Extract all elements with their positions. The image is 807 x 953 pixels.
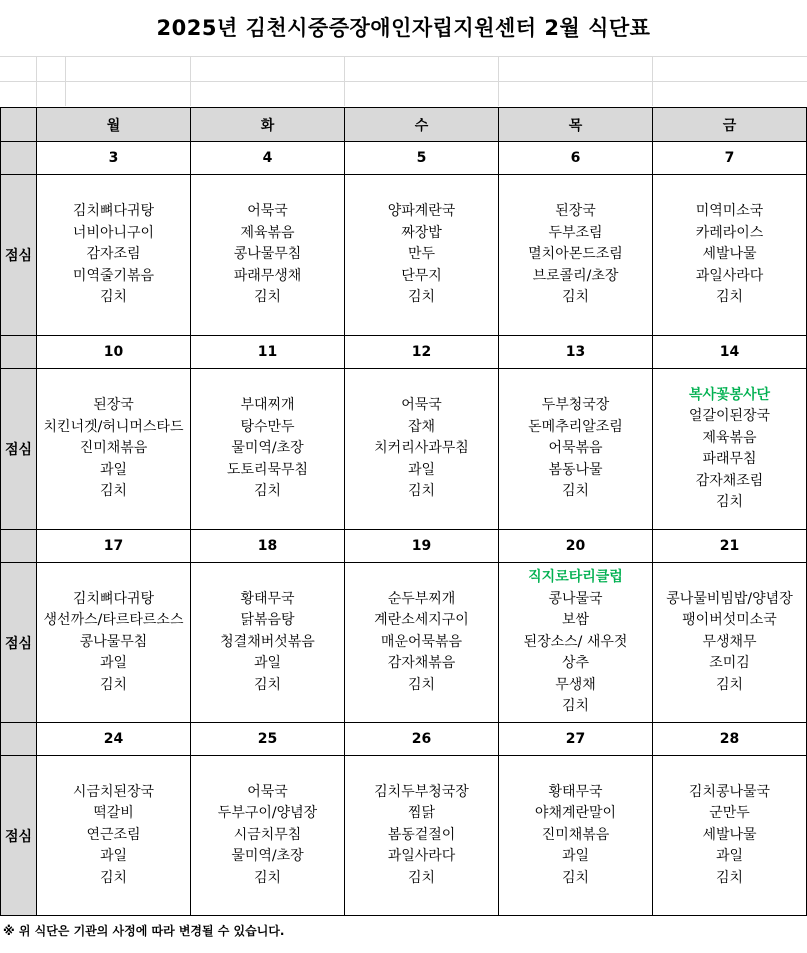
menu-item: 잡채	[407, 418, 436, 435]
menu-cell	[191, 369, 345, 530]
menu-item: 진미채볶음	[541, 826, 610, 843]
menu-item: 봄동나물	[548, 461, 603, 478]
menu-item: 된장국	[555, 203, 596, 220]
menu-cell	[37, 563, 191, 723]
menu-item: 된장국	[93, 397, 134, 414]
menu-item: 김치두부청국장	[374, 783, 469, 800]
menu-item: 김치	[407, 289, 436, 306]
menu-item: 미역미소국	[695, 203, 764, 220]
volunteer-group-label: 복사꽃봉사단	[688, 386, 771, 403]
menu-item: 김치	[253, 483, 282, 500]
menu-item: 만두	[407, 246, 436, 263]
menu-item: 콩나물국	[548, 590, 603, 607]
menu-item: 황태무국	[548, 783, 603, 800]
menu-item: 과일	[253, 655, 282, 672]
menu-cell	[37, 369, 191, 530]
menu-item: 과일	[407, 461, 436, 478]
menu-item: 김치	[715, 869, 744, 886]
menu-item: 닭볶음탕	[240, 612, 295, 629]
menu-cell	[191, 563, 345, 723]
menu-item: 시금치된장국	[72, 783, 155, 800]
date-cell: 12	[345, 336, 499, 369]
date-cell: 14	[653, 336, 807, 369]
menu-item: 치킨너겟/허니머스타드	[43, 418, 184, 435]
menu-item: 김치	[99, 676, 128, 693]
menu-item: 과일	[99, 848, 128, 865]
menu-item: 김치	[253, 676, 282, 693]
menu-item: 김치	[99, 289, 128, 306]
menu-item: 세발나물	[702, 246, 757, 263]
date-row	[1, 530, 807, 563]
menu-item: 김치콩나물국	[688, 783, 771, 800]
date-cell: 18	[191, 530, 345, 563]
menu-item: 콩나물비빔밥/양념장	[666, 590, 793, 607]
menu-item: 야채계란말이	[534, 805, 617, 822]
menu-item: 두부구이/양념장	[217, 805, 318, 822]
sheet-gridline	[65, 56, 66, 106]
menu-item: 카레라이스	[695, 224, 764, 241]
menu-item: 과일사라다	[387, 848, 456, 865]
menu-item: 탕수만두	[240, 418, 295, 435]
weekday-header: 월	[37, 108, 191, 142]
date-cell: 10	[37, 336, 191, 369]
menu-item: 김치	[253, 869, 282, 886]
menu-item: 무생채무	[702, 633, 757, 650]
menu-item: 팽이버섯미소국	[682, 612, 777, 629]
menu-item: 봄동겉절이	[387, 826, 456, 843]
weekday-header: 수	[345, 108, 499, 142]
menu-item: 멸치아몬드조림	[528, 246, 623, 263]
menu-item: 김치	[715, 676, 744, 693]
menu-item: 양파계란국	[387, 203, 456, 220]
menu-item: 브로콜리/초장	[532, 267, 619, 284]
menu-item: 치커리사과무침	[374, 440, 469, 457]
sheet-gridline	[0, 56, 807, 57]
page-title: 2025년 김천시중증장애인자립지원센터 2월 식단표	[156, 16, 651, 40]
meal-label: 점심	[1, 369, 37, 530]
menu-item: 진미채볶음	[79, 440, 148, 457]
sheet-gridline	[36, 56, 37, 106]
menu-item: 미역줄기볶음	[72, 267, 155, 284]
menu-item: 어묵볶음	[548, 440, 603, 457]
sheet-gridline	[344, 56, 345, 106]
menu-item: 과일	[561, 848, 590, 865]
menu-item: 어묵국	[247, 783, 288, 800]
date-cell: 21	[653, 530, 807, 563]
lunch-row	[1, 175, 807, 336]
menu-item: 무생채	[555, 676, 596, 693]
menu-item: 시금치무침	[233, 826, 302, 843]
date-cell: 25	[191, 723, 345, 756]
menu-item: 부대찌개	[240, 397, 295, 414]
menu-item: 김치	[561, 483, 590, 500]
menu-item: 과일	[99, 655, 128, 672]
menu-item: 된장소스/ 새우젓	[523, 633, 628, 650]
date-cell: 24	[37, 723, 191, 756]
menu-item: 파래무생채	[233, 267, 302, 284]
date-cell: 17	[37, 530, 191, 563]
menu-item: 김치뼈다귀탕	[72, 590, 155, 607]
menu-item: 감자채조림	[695, 472, 764, 489]
label-blank-cell	[1, 336, 37, 369]
menu-item: 김치	[253, 289, 282, 306]
menu-item: 김치	[715, 494, 744, 510]
menu-item: 돈메추리알조림	[528, 418, 623, 435]
menu-item: 제육볶음	[702, 429, 757, 446]
menu-cell	[345, 756, 499, 916]
menu-item: 김치	[561, 698, 590, 715]
menu-cell	[37, 175, 191, 336]
menu-item: 떡갈비	[93, 805, 134, 822]
menu-item: 김치	[561, 289, 590, 306]
menu-item: 김치뼈다귀탕	[72, 203, 155, 220]
menu-item: 과일	[715, 848, 744, 865]
menu-item: 감자조림	[86, 246, 141, 263]
menu-item: 연근조림	[86, 826, 141, 843]
footnote: ※ 위 식단은 기관의 사정에 따라 변경될 수 있습니다.	[3, 924, 285, 938]
menu-item: 두부청국장	[541, 397, 610, 414]
menu-item: 찜닭	[407, 805, 436, 822]
menu-item: 보쌈	[561, 612, 590, 629]
weekday-header: 화	[191, 108, 345, 142]
menu-item: 과일	[99, 461, 128, 478]
menu-item: 상추	[561, 655, 590, 672]
date-cell: 4	[191, 142, 345, 175]
label-blank-cell	[1, 142, 37, 175]
menu-item: 도토리묵무침	[226, 461, 309, 478]
menu-item: 두부조림	[548, 224, 603, 241]
menu-item: 세발나물	[702, 826, 757, 843]
menu-item: 너비아니구이	[72, 224, 155, 241]
menu-item: 감자채볶음	[387, 655, 456, 672]
date-cell: 5	[345, 142, 499, 175]
label-blank-cell	[1, 530, 37, 563]
date-cell: 6	[499, 142, 653, 175]
menu-item: 김치	[715, 289, 744, 306]
menu-item: 김치	[99, 483, 128, 500]
menu-cell	[345, 369, 499, 530]
date-cell: 13	[499, 336, 653, 369]
date-row	[1, 336, 807, 369]
date-cell: 28	[653, 723, 807, 756]
meal-plan-table	[0, 107, 807, 916]
meal-label: 점심	[1, 563, 37, 723]
date-cell: 7	[653, 142, 807, 175]
sheet-gridline	[0, 81, 807, 82]
date-cell: 3	[37, 142, 191, 175]
menu-item: 파래무침	[702, 451, 757, 467]
menu-item: 콩나물무침	[233, 246, 302, 263]
menu-cell	[345, 175, 499, 336]
menu-item: 어묵국	[401, 397, 442, 414]
lunch-row	[1, 563, 807, 723]
date-row	[1, 142, 807, 175]
label-blank-cell	[1, 723, 37, 756]
menu-cell	[653, 563, 807, 723]
menu-cell	[191, 756, 345, 916]
menu-item: 조미김	[709, 655, 750, 672]
menu-item: 단무지	[401, 267, 442, 284]
lunch-row	[1, 756, 807, 916]
menu-item: 순두부찌개	[387, 590, 456, 607]
lunch-row	[1, 369, 807, 530]
weekday-header: 목	[499, 108, 653, 142]
menu-item: 김치	[407, 676, 436, 693]
menu-item: 청결채버섯볶음	[220, 633, 315, 650]
sheet-gridline	[190, 56, 191, 106]
meal-label: 점심	[1, 175, 37, 336]
date-cell: 11	[191, 336, 345, 369]
menu-cell	[653, 369, 807, 530]
menu-cell	[653, 756, 807, 916]
date-row	[1, 723, 807, 756]
menu-item: 생선까스/타르타르소스	[43, 612, 184, 629]
menu-item: 과일사라다	[695, 267, 764, 284]
sheet-gridline	[652, 56, 653, 106]
menu-cell	[499, 175, 653, 336]
menu-cell	[499, 756, 653, 916]
menu-item: 김치	[407, 483, 436, 500]
menu-cell	[499, 563, 653, 723]
date-cell: 27	[499, 723, 653, 756]
menu-item: 김치	[561, 869, 590, 886]
date-cell: 19	[345, 530, 499, 563]
menu-item: 짜장밥	[401, 224, 442, 241]
menu-cell	[191, 175, 345, 336]
menu-item: 김치	[99, 869, 128, 886]
date-cell: 20	[499, 530, 653, 563]
weekday-header: 금	[653, 108, 807, 142]
sheet-gridline	[498, 56, 499, 106]
menu-item: 물미역/초장	[231, 848, 304, 865]
menu-item: 군만두	[709, 805, 750, 822]
menu-item: 매운어묵볶음	[380, 633, 463, 650]
meal-label: 점심	[1, 756, 37, 916]
menu-item: 얼갈이된장국	[688, 408, 771, 424]
menu-item: 황태무국	[240, 590, 295, 607]
menu-item: 계란소세지구이	[374, 612, 469, 629]
volunteer-group-label: 직지로타리클럽	[528, 569, 623, 586]
menu-item: 제육볶음	[240, 224, 295, 241]
menu-item: 어묵국	[247, 203, 288, 220]
header-corner	[1, 108, 37, 142]
date-cell: 26	[345, 723, 499, 756]
menu-cell	[37, 756, 191, 916]
menu-item: 콩나물무침	[79, 633, 148, 650]
weekday-header-row	[1, 108, 807, 142]
menu-cell	[653, 175, 807, 336]
menu-item: 물미역/초장	[231, 440, 304, 457]
menu-cell	[345, 563, 499, 723]
menu-cell	[499, 369, 653, 530]
menu-item: 김치	[407, 869, 436, 886]
